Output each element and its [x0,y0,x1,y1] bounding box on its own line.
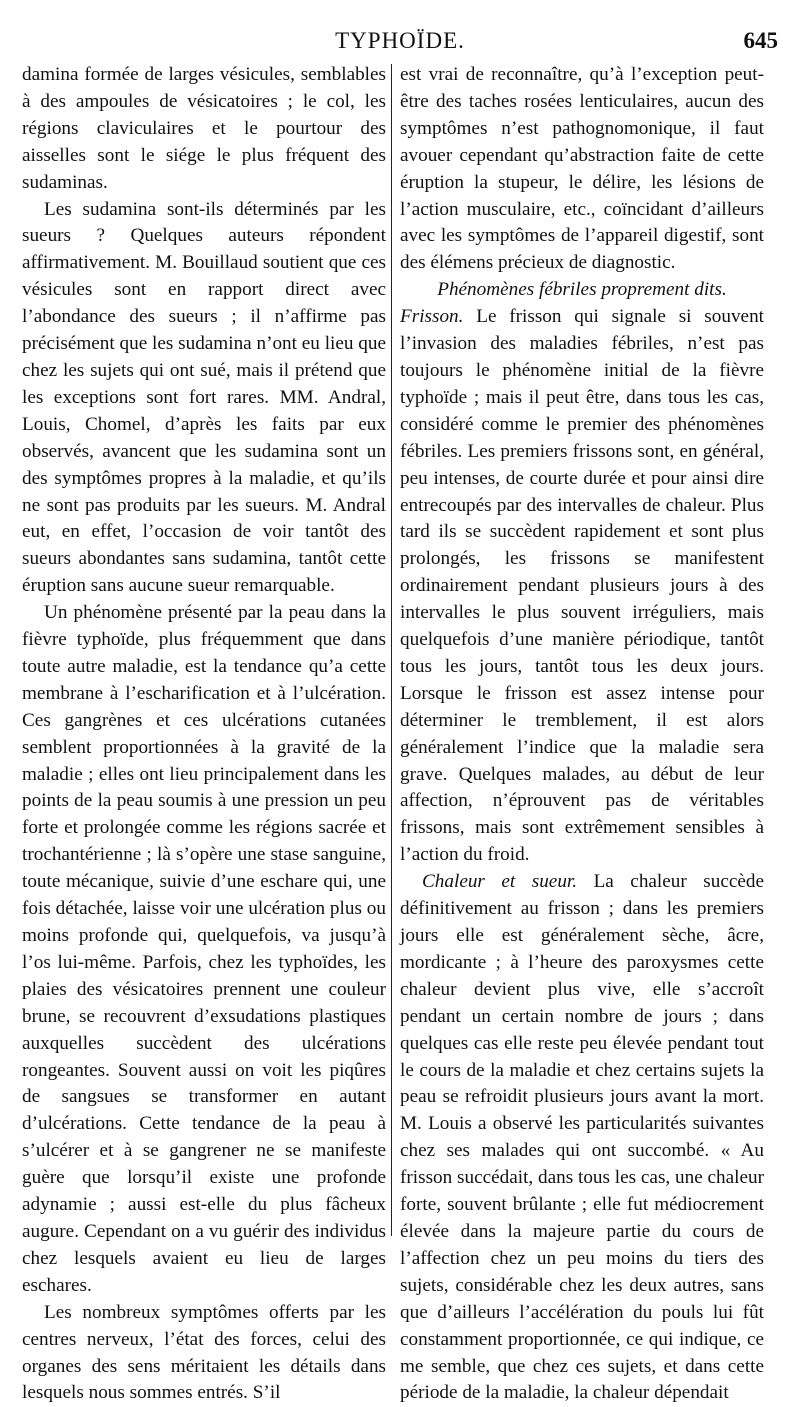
page-number: 645 [743,28,778,53]
paragraph: Les nombreux symptômes offerts par les centres nerveux, l’état des forces, celui des organes des sens méritaient les détails dans lesquels nous sommes entrés. S’il [22,1301,386,1404]
right-column [400,62,764,1407]
run-in-heading: Chaleur et sueur. [422,871,578,893]
paragraph: Un phénomène présenté par la peau dans la fièvre typhoïde, plus fréquemment que dans toute autre maladie, est la tendance qu’a cette membrane à l’escharification et à l’ulcération. Ces gangrènes et ces ulcérations cutanées semblent proportionnées à la gravité de la maladie ; elles ont lieu principalement dans les points de la peau soumis à une pression un peu forte et prolongée comme les régions sacrée et trochantérienne ; là s’opère une stase sanguine, toute mécanique, suivie d’une eschare qui, une fois détachée, laisse voir une ulcération plus ou moins profonde qui, quelquefois, va jusqu’à l’os lui-même. Parfois, chez les typhoïdes, les plaies des vésicatoires prennent une couleur brune, se recouvrent d’exsudations plastiques auxquelles succèdent des ulcérations rongeantes. Souvent aussi on voit les piqûres de sangsues se transformer en autant d’ulcérations. Cette tendance de la peau à s’ulcérer et à se gangrener ne se manifeste guère que lorsqu’il existe une profonde adynamie ; aussi est-elle du plus fâcheux augure. Cependant on a vu guérir des individus chez lesquels avaient eu lieu de larges eschares. [22,602,386,1296]
text-columns [22,62,778,1404]
paragraph-text: La chaleur succède définitivement au frisson ; dans les premiers jours elle est généralement sèche, âcre, mordicante ; à l’heure des paroxysmes cette chaleur devient plus vive, elle s’accroît pendant un certain nombre de jours ; dans quelques cas elle reste peu élevée pendant tout le cours de la maladie et chez certains sujets la peau se refroidit plusieurs jours avant la mort. M. Louis a observé les particularités suivantes chez ses malades qui ont succombé. « Au frisson succédait, dans tous les cas, une chaleur forte, souvent brûlante ; elle fut médiocrement élevée dans la majeure partie du cours de l’affection chez un peu moins du tiers des sujets, considérable chez les deux autres, sans que d’ailleurs l’accélération du pouls lui fût constamment proportionnée, ce qui indique, ce me semble, que chez ces sujets, et dans cette période de la maladie, la chaleur dépendait [400,871,764,1404]
paragraph: est vrai de reconnaître, qu’à l’exception peut-être des taches rosées lenticulaires, aucun des symptômes n’est pathognomonique, il faut avouer cependant qu’abstraction faite de cette éruption la stupeur, le délire, les lésions de l’action musculaire, etc., coïncidant d’ailleurs avec les symptômes de l’appareil digestif, sont des élémens précieux de diagnostic. [400,64,764,274]
paragraph-text: Le frisson qui signale si souvent l’invasion des maladies fébriles, n’est pas toujours le phénomène initial de la fièvre typhoïde ; mais il peut être, dans tous les cas, considéré comme le premier des phénomènes fébriles. Les premiers frissons sont, en général, peu intenses, de courte durée et pour ainsi dire entrecoupés par des intervalles de chaleur. Plus tard ils se succèdent rapidement et sont plus prolongés, les frissons se manifestent ordinairement pendant plusieurs jours à des intervalles le plus souvent irréguliers, mais quelquefois d’une manière périodique, tantôt tous les jours, tantôt tous les deux jours. Lorsque le frisson est assez intense pour déterminer le tremblement, il est alors généralement l’indice que la maladie sera grave. Quelques malades, au début de leur affection, n’éprouvent pas de véritables frissons, mais sont extrêmement sensibles à l’action du froid. [400,306,764,866]
left-column [22,62,386,1407]
section-heading: Phénomènes fébriles proprement dits. [437,279,727,301]
paragraph-frisson [400,304,764,869]
paragraph: Les sudamina sont-ils déterminés par les sueurs ? Quelques auteurs répondent affirmativement. M. Bouillaud soutient que ces vésicules sont en rapport direct avec l’abondance des sueurs ; il n’affirme pas précisément que les sudamina n’ont eu lieu que chez les sujets qui ont sué, mais il prétend que les exceptions sont fort rares. MM. Andral, Louis, Chomel, d’après les faits par eux observés, avancent que les sudamina sont un des symptômes propres à la maladie, et qu’ils ne sont pas produits par les sueurs. M. Andral eut, en effet, l’occasion de voir tantôt des sueurs abondantes sans sudamina, tantôt cette éruption sans aucune sueur remarquable. [22,198,386,597]
page-header [22,28,778,58]
run-in-heading: Frisson. [400,306,464,328]
running-title: TYPHOÏDE. [335,28,465,53]
paragraph: damina formée de larges vésicules, semblables à des ampoules de vésicatoires ; le col, les régions claviculaires et le pourtour des aisselles sont le siége le plus fréquent des sudaminas. [22,64,386,193]
paragraph-chaleur [400,869,764,1407]
column-divider [391,64,392,1236]
